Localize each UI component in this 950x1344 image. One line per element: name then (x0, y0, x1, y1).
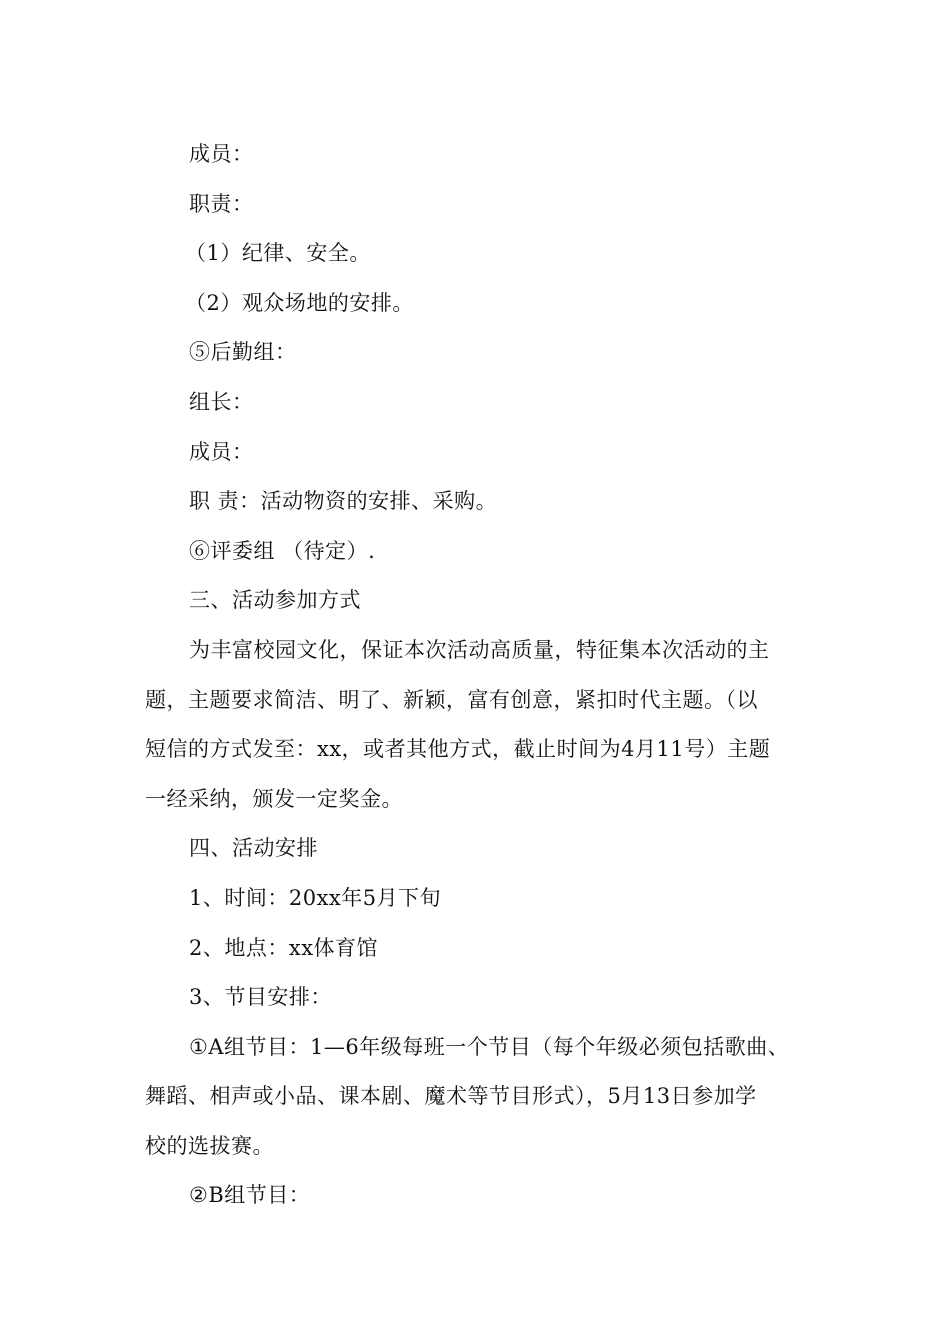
text-line: 3、节目安排： (189, 985, 332, 1010)
text-line: 成员： (189, 142, 254, 166)
paragraph-line: ①A组节目：1—6年级每班一个节目（每个年级必须包括歌曲、 (189, 1034, 790, 1059)
text-line: ⑥评委组 （待定）. (189, 538, 376, 563)
paragraph-line: 题，主题要求简洁、明了、新颖，富有创意，紧扣时代主题。（以 (145, 687, 758, 712)
paragraph-line: 短信的方式发至：xx，或者其他方式，截止时间为4月11号）主题 (145, 737, 771, 762)
text-line: （1）纪律、安全。 (185, 241, 371, 266)
document-body (145, 130, 815, 1221)
text-line: 2、地点：xx体育馆 (189, 935, 379, 960)
text-line: ⑤后勤组： (189, 340, 297, 365)
text-line: 职 责：活动物资的安排、采购。 (189, 489, 498, 514)
text-line: （2）观众场地的安排。 (185, 290, 414, 315)
text-line: 1、时间：20xx年5月下旬 (189, 885, 442, 910)
section-heading: 四、活动安排 (189, 836, 318, 861)
paragraph-line: 校的选拔赛。 (145, 1133, 274, 1158)
text-line: ②B组节目： (189, 1183, 311, 1208)
section-heading: 三、活动参加方式 (189, 588, 361, 613)
text-line: 职责： (189, 191, 254, 216)
paragraph-line: 一经采纳，颁发一定奖金。 (145, 786, 403, 811)
paragraph-line: 为丰富校园文化，保证本次活动高质量，特征集本次活动的主 (189, 637, 770, 662)
paragraph-line: 舞蹈、相声或小品、课本剧、魔术等节目形式），5月13日参加学 (145, 1084, 757, 1109)
text-line: 成员： (189, 439, 254, 464)
text-line: 组长： (189, 389, 254, 414)
